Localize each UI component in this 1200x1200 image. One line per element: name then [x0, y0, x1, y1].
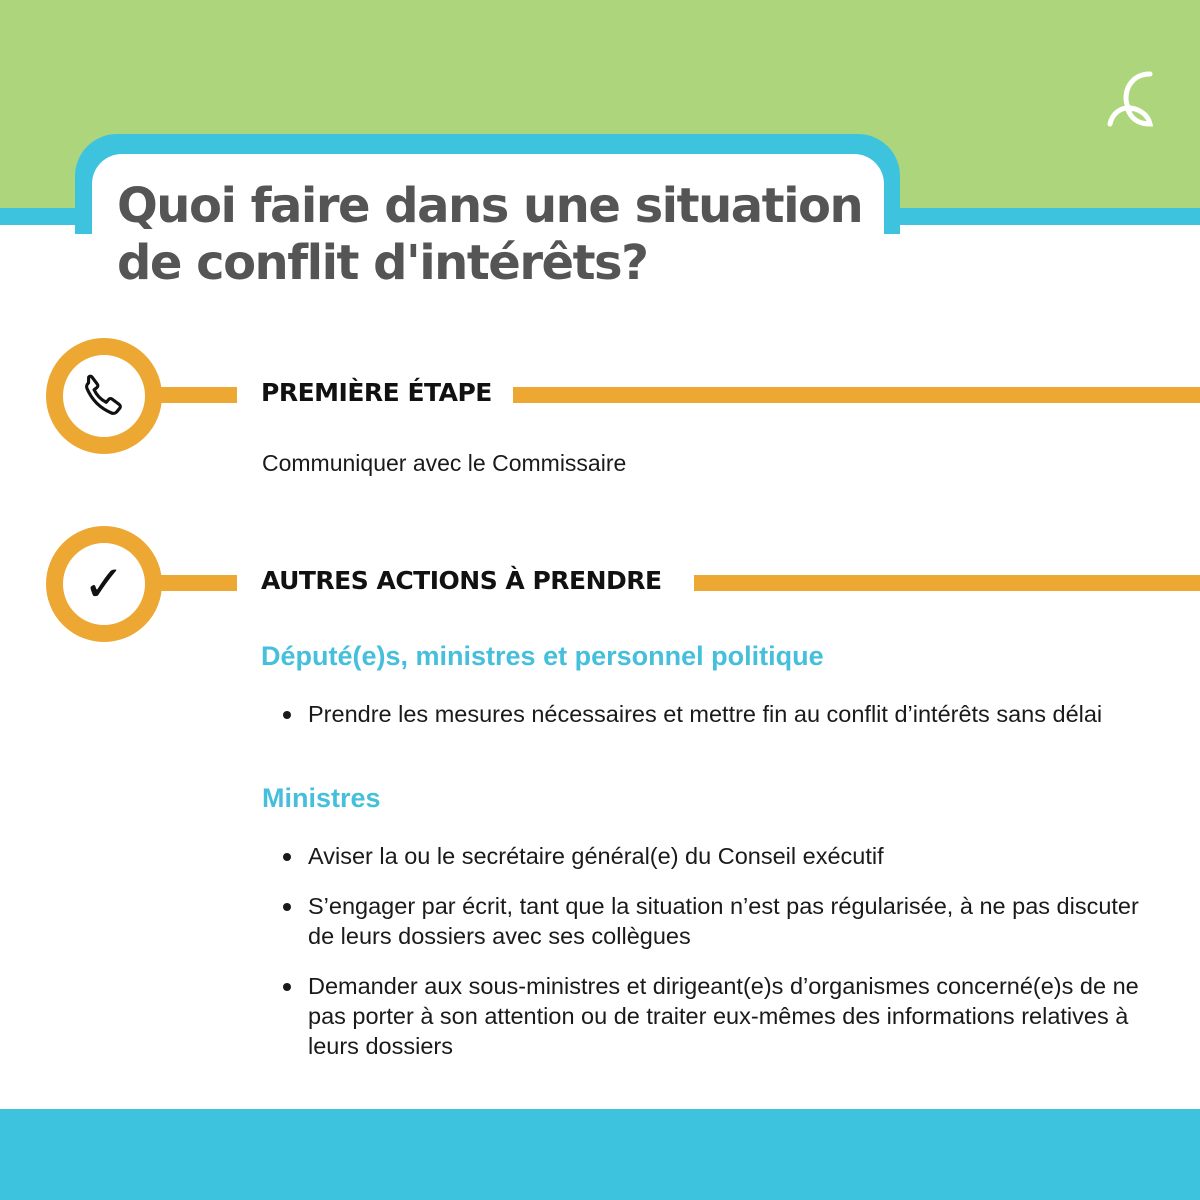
- phone-icon: [77, 369, 131, 423]
- step-1-icon-circle: [46, 338, 162, 454]
- list-item: Demander aux sous-ministres et dirigeant(e)s d’organismes concerné(e)s de ne pas porter à son attention ou de traiter eux-mêmes des informations relatives à leurs dossiers: [283, 971, 1163, 1061]
- list-item: S’engager par écrit, tant que la situation n’est pas régularisée, à ne pas discuter de leurs dossiers avec ses collègues: [283, 891, 1163, 951]
- step-2-heading: AUTRES ACTIONS À PRENDRE: [261, 566, 662, 595]
- step-2-connector: [160, 575, 237, 591]
- leaf-sprout-logo-icon: [1104, 70, 1156, 130]
- bottom-blue-band: [0, 1109, 1200, 1200]
- list-item: Aviser la ou le secrétaire général(e) du Conseil exécutif: [283, 841, 1163, 871]
- checkmark-icon: ✓: [83, 555, 125, 613]
- group-heading-deputes: Député(e)s, ministres et personnel politique: [261, 641, 824, 671]
- page-title: Quoi faire dans une situation de conflit d'intérêts?: [117, 178, 863, 291]
- step-1-heading: PREMIÈRE ÉTAPE: [261, 378, 492, 407]
- deputes-action-list: [283, 699, 1163, 749]
- group-heading-ministres: Ministres: [262, 783, 381, 813]
- step-1-connector: [160, 387, 237, 403]
- step-1-heading-rule: [513, 387, 1200, 403]
- ministres-action-list: [283, 841, 1163, 1081]
- list-item: Prendre les mesures nécessaires et mettre fin au conflit d’intérêts sans délai: [283, 699, 1163, 729]
- step-2-icon-circle: [46, 526, 162, 642]
- step-2-heading-rule: [694, 575, 1200, 591]
- step-1-text: Communiquer avec le Commissaire: [262, 450, 627, 476]
